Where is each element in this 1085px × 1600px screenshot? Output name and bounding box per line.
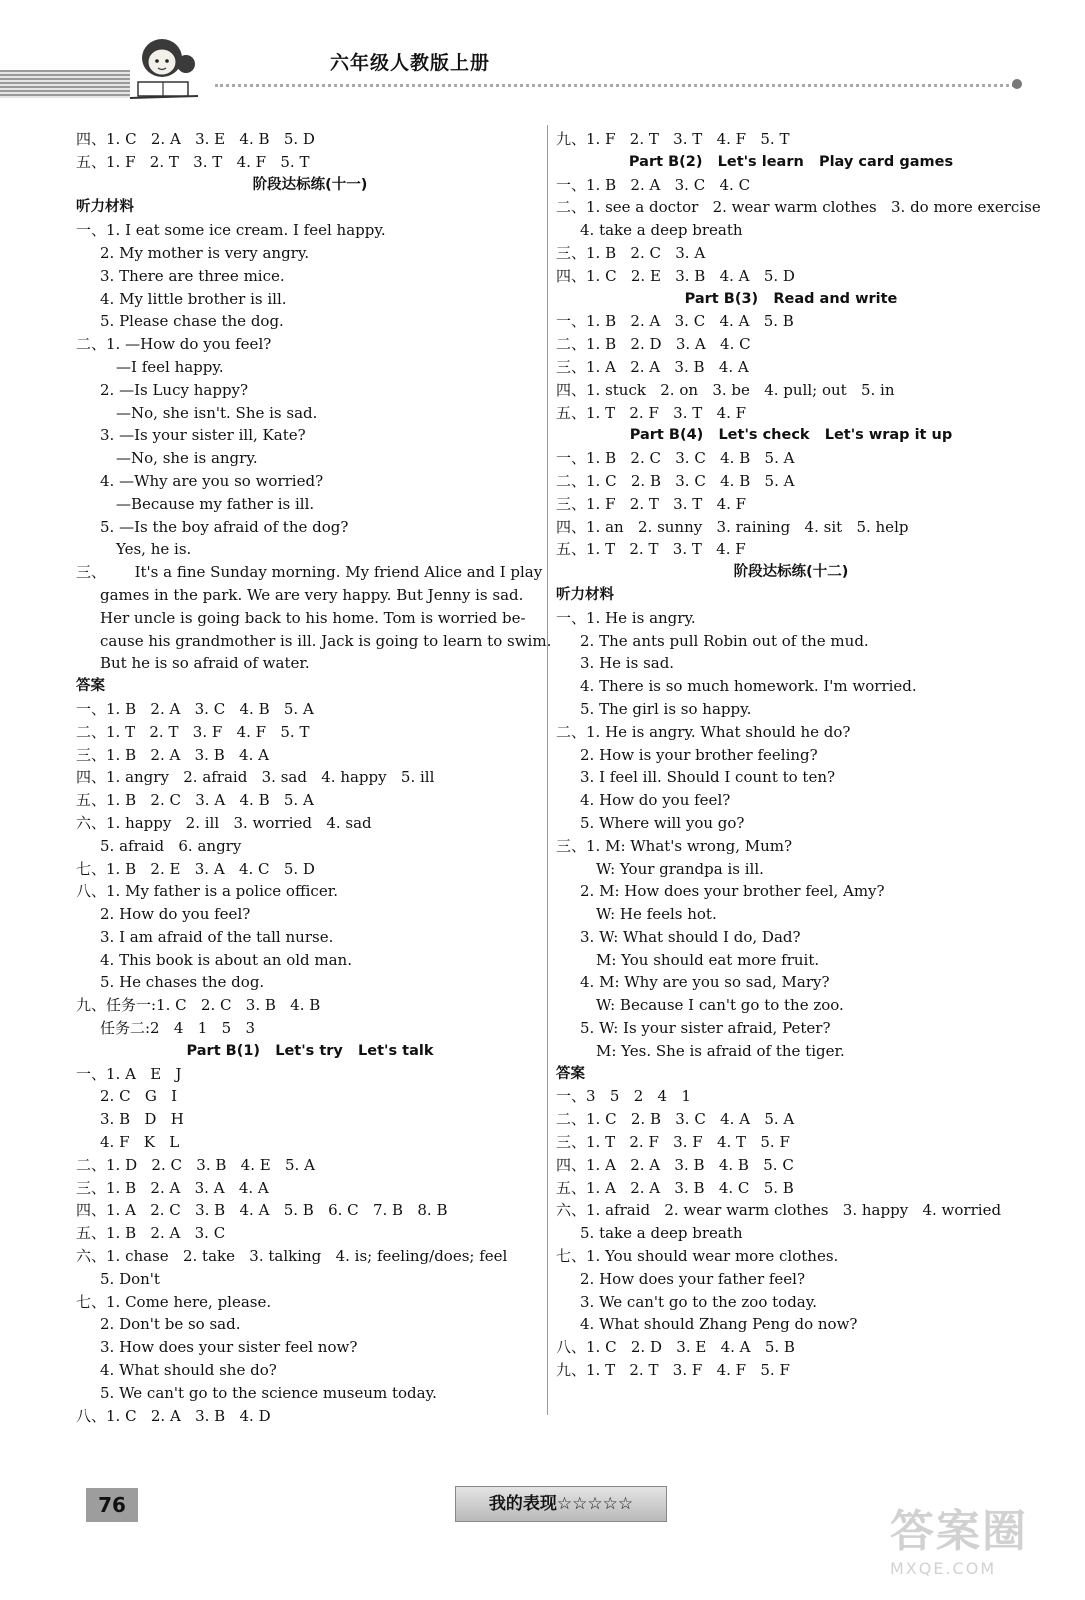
answer-line: 3. He is sad.	[580, 654, 675, 673]
answer-line: 二、1. C 2. B 3. C 4. B 5. A	[556, 471, 795, 490]
answer-line: 5. Don't	[100, 1269, 160, 1288]
answer-line: 九、任务一:1. C 2. C 3. B 4. B	[76, 996, 321, 1015]
section-heading: Part B(2) Let's learn Play card games	[628, 153, 954, 170]
section-heading: 阶段达标练(十二)	[733, 564, 849, 581]
answer-line: 4. take a deep breath	[580, 221, 743, 240]
answer-line: 5. He chases the dog.	[100, 973, 265, 992]
page-number: 76	[86, 1488, 138, 1522]
answer-line: 3. I am afraid of the tall nurse.	[100, 927, 334, 946]
section-heading: Part B(1) Let's try Let's talk	[186, 1042, 434, 1059]
answer-line: —No, she isn't. She is sad.	[116, 403, 318, 422]
header-dot-end	[1012, 79, 1022, 89]
answer-line: M: Yes. She is afraid of the tiger.	[596, 1041, 845, 1060]
answer-line: 三、1. M: What's wrong, Mum?	[556, 836, 793, 855]
watermark-text: 答案圈	[890, 1506, 1028, 1557]
section-heading: 阶段达标练(十一)	[252, 176, 368, 193]
answer-line: 4. What should she do?	[100, 1361, 277, 1380]
answer-line: 4. My little brother is ill.	[100, 289, 287, 308]
answer-line: 5. take a deep breath	[580, 1224, 743, 1243]
answer-line: 二、1. B 2. D 3. A 4. C	[556, 335, 751, 354]
answer-line: —Because my father is ill.	[116, 494, 315, 513]
answer-line: M: You should eat more fruit.	[596, 950, 820, 969]
answer-line: But he is so afraid of water.	[100, 654, 310, 673]
answer-line: 3. There are three mice.	[100, 266, 285, 285]
answer-line: 5. —Is the boy afraid of the dog?	[100, 517, 349, 536]
answer-line: 一、1. B 2. A 3. C 4. C	[556, 175, 751, 194]
answer-line: 一、1. B 2. A 3. C 4. A 5. B	[556, 312, 794, 331]
answer-line: W: Your grandpa is ill.	[596, 859, 764, 878]
section-heading: Part B(4) Let's check Let's wrap it up	[629, 427, 953, 444]
answer-line: 六、1. afraid 2. wear warm clothes 3. happy 4. worried	[556, 1201, 1002, 1220]
watermark-logo	[890, 1495, 1070, 1585]
answer-line: 四、1. A 2. A 3. B 4. B 5. C	[556, 1155, 794, 1174]
answer-line: 5. Please chase the dog.	[100, 312, 284, 331]
answer-line: 5. Where will you go?	[580, 813, 745, 832]
answer-line: 3. W: What should I do, Dad?	[580, 927, 801, 946]
answer-line: 三、1. A 2. A 3. B 4. A	[556, 357, 749, 376]
answer-line: 四、1. C 2. A 3. E 4. B 5. D	[76, 130, 315, 148]
answer-line: 二、1. —How do you feel?	[76, 335, 272, 354]
answer-line: 2. How does your father feel?	[580, 1269, 806, 1288]
answer-line: 5. The girl is so happy.	[580, 699, 752, 718]
answer-line: 2. My mother is very angry.	[100, 243, 310, 262]
answer-line: 五、1. B 2. C 3. A 4. B 5. A	[76, 791, 314, 810]
answer-line: 3. I feel ill. Should I count to ten?	[580, 768, 836, 787]
answer-line: 4. This book is about an old man.	[100, 950, 352, 969]
answer-line: 三、 It's a fine Sunday morning. My friend Alice and I play	[76, 563, 543, 582]
answer-line: 一、1. B 2. C 3. C 4. B 5. A	[556, 449, 795, 468]
answer-line: 三、1. T 2. F 3. F 4. T 5. F	[556, 1133, 790, 1152]
answer-line: 3. We can't go to the zoo today.	[580, 1292, 817, 1311]
answer-line: 三、1. B 2. A 3. A 4. A	[76, 1178, 269, 1197]
answer-line: 3. B D H	[100, 1110, 184, 1129]
answer-line: 八、1. C 2. A 3. B 4. D	[76, 1406, 271, 1425]
answer-line: 八、1. C 2. D 3. E 4. A 5. B	[556, 1338, 795, 1357]
answer-line: 五、1. T 2. T 3. T 4. F	[556, 540, 746, 559]
answer-line: 2. M: How does your brother feel, Amy?	[580, 882, 885, 901]
answer-line: 4. There is so much homework. I'm worried.	[580, 677, 917, 696]
answer-line: cause his grandmother is ill. Jack is going to learn to swim.	[100, 631, 552, 650]
subsection-label: 答案	[76, 678, 105, 695]
answer-line: 三、1. B 2. C 3. A	[556, 243, 706, 262]
watermark-url: MXQE.COM	[890, 1559, 997, 1578]
answer-line: 二、1. see a doctor 2. wear warm clothes 3. do more exercise	[556, 198, 1041, 217]
answer-line: 2. C G I	[100, 1087, 178, 1106]
answer-line: 一、1. A E J	[76, 1064, 182, 1083]
answer-line: 4. What should Zhang Peng do now?	[580, 1315, 858, 1334]
answer-line: 七、1. Come here, please.	[76, 1292, 272, 1311]
answer-line: 九、1. T 2. T 3. F 4. F 5. F	[556, 1361, 790, 1380]
answer-line: 任务二:2 4 1 5 3	[100, 1019, 255, 1038]
my-performance-rating: 我的表现☆☆☆☆☆	[455, 1486, 667, 1522]
answer-line: 八、1. My father is a police officer.	[76, 882, 338, 901]
subsection-label: 听力材料	[76, 199, 134, 216]
answer-line: 一、3 5 2 4 1	[556, 1087, 691, 1106]
answer-line: 二、1. C 2. B 3. C 4. A 5. A	[556, 1110, 795, 1129]
answer-line: 3. —Is your sister ill, Kate?	[100, 426, 306, 445]
answer-line: 六、1. happy 2. ill 3. worried 4. sad	[76, 813, 372, 832]
answer-line: 四、1. an 2. sunny 3. raining 4. sit 5. help	[556, 517, 909, 536]
answer-line: games in the park. We are very happy. But Jenny is sad.	[100, 585, 524, 604]
answer-line: 四、1. angry 2. afraid 3. sad 4. happy 5. ill	[76, 768, 435, 787]
page-header	[0, 0, 1085, 110]
answer-line: 2. How do you feel?	[100, 905, 251, 924]
answer-line: 六、1. chase 2. take 3. talking 4. is; feeling/does; feel	[76, 1247, 508, 1266]
answer-line: 四、1. stuck 2. on 3. be 4. pull; out 5. in	[556, 380, 895, 399]
answer-line: 七、1. B 2. E 3. A 4. C 5. D	[76, 859, 315, 878]
answer-line: 2. Don't be so sad.	[100, 1315, 241, 1334]
answer-line: Yes, he is.	[116, 540, 192, 559]
answer-line: 4. M: Why are you so sad, Mary?	[580, 973, 830, 992]
answer-line: 三、1. F 2. T 3. T 4. F	[556, 494, 747, 513]
answer-line: 5. W: Is your sister afraid, Peter?	[580, 1019, 831, 1038]
subsection-label: 听力材料	[556, 586, 614, 603]
answer-line: 五、1. B 2. A 3. C	[76, 1224, 226, 1243]
answer-line: —No, she is angry.	[116, 449, 258, 468]
answer-line: 七、1. You should wear more clothes.	[556, 1247, 839, 1266]
answer-line: 5. afraid 6. angry	[100, 836, 242, 855]
answer-line: 一、1. I eat some ice cream. I feel happy.	[76, 221, 386, 240]
header-stripe-decoration	[0, 70, 130, 98]
answer-line: Her uncle is going back to his home. Tom is worried be-	[100, 608, 526, 627]
answer-line: 四、1. C 2. E 3. B 4. A 5. D	[556, 266, 795, 285]
answer-line: 四、1. A 2. C 3. B 4. A 5. B 6. C 7. B 8. B	[76, 1201, 448, 1220]
answer-line: 五、1. T 2. F 3. T 4. F	[556, 403, 747, 422]
answer-line: 4. —Why are you so worried?	[100, 471, 324, 490]
answer-line: 三、1. B 2. A 3. B 4. A	[76, 745, 269, 764]
answer-line: —I feel happy.	[116, 357, 224, 376]
answer-line: 一、1. He is angry.	[556, 608, 696, 627]
answer-line: 4. F K L	[100, 1133, 180, 1152]
answer-line: W: Because I can't go to the zoo.	[596, 996, 844, 1015]
answer-line: 2. How is your brother feeling?	[580, 745, 818, 764]
answer-line: 二、1. D 2. C 3. B 4. E 5. A	[76, 1155, 315, 1174]
answer-line: 二、1. T 2. T 3. F 4. F 5. T	[76, 722, 310, 741]
answer-line: W: He feels hot.	[596, 905, 717, 924]
page-header-title: 六年级人教版上册	[330, 52, 491, 74]
answer-line: 五、1. A 2. A 3. B 4. C 5. B	[556, 1178, 794, 1197]
left-answer-column	[76, 128, 552, 1427]
answer-line: 一、1. B 2. A 3. C 4. B 5. A	[76, 699, 314, 718]
answer-line: 3. How does your sister feel now?	[100, 1338, 358, 1357]
right-answer-column	[556, 128, 1041, 1382]
answer-line: 九、1. F 2. T 3. T 4. F 5. T	[556, 130, 790, 148]
header-dotted-line	[215, 84, 1015, 87]
column-divider	[547, 125, 548, 1415]
answer-line: 2. The ants pull Robin out of the mud.	[580, 631, 869, 650]
subsection-label: 答案	[556, 1065, 585, 1082]
answer-line: 5. We can't go to the science museum today.	[100, 1383, 437, 1402]
section-heading: Part B(3) Read and write	[684, 290, 898, 307]
answer-line: 4. How do you feel?	[580, 791, 731, 810]
answer-line: 二、1. He is angry. What should he do?	[556, 722, 851, 741]
girl-reading-icon	[128, 30, 208, 100]
answer-line: 2. —Is Lucy happy?	[100, 380, 249, 399]
answer-line: 五、1. F 2. T 3. T 4. F 5. T	[76, 152, 310, 171]
